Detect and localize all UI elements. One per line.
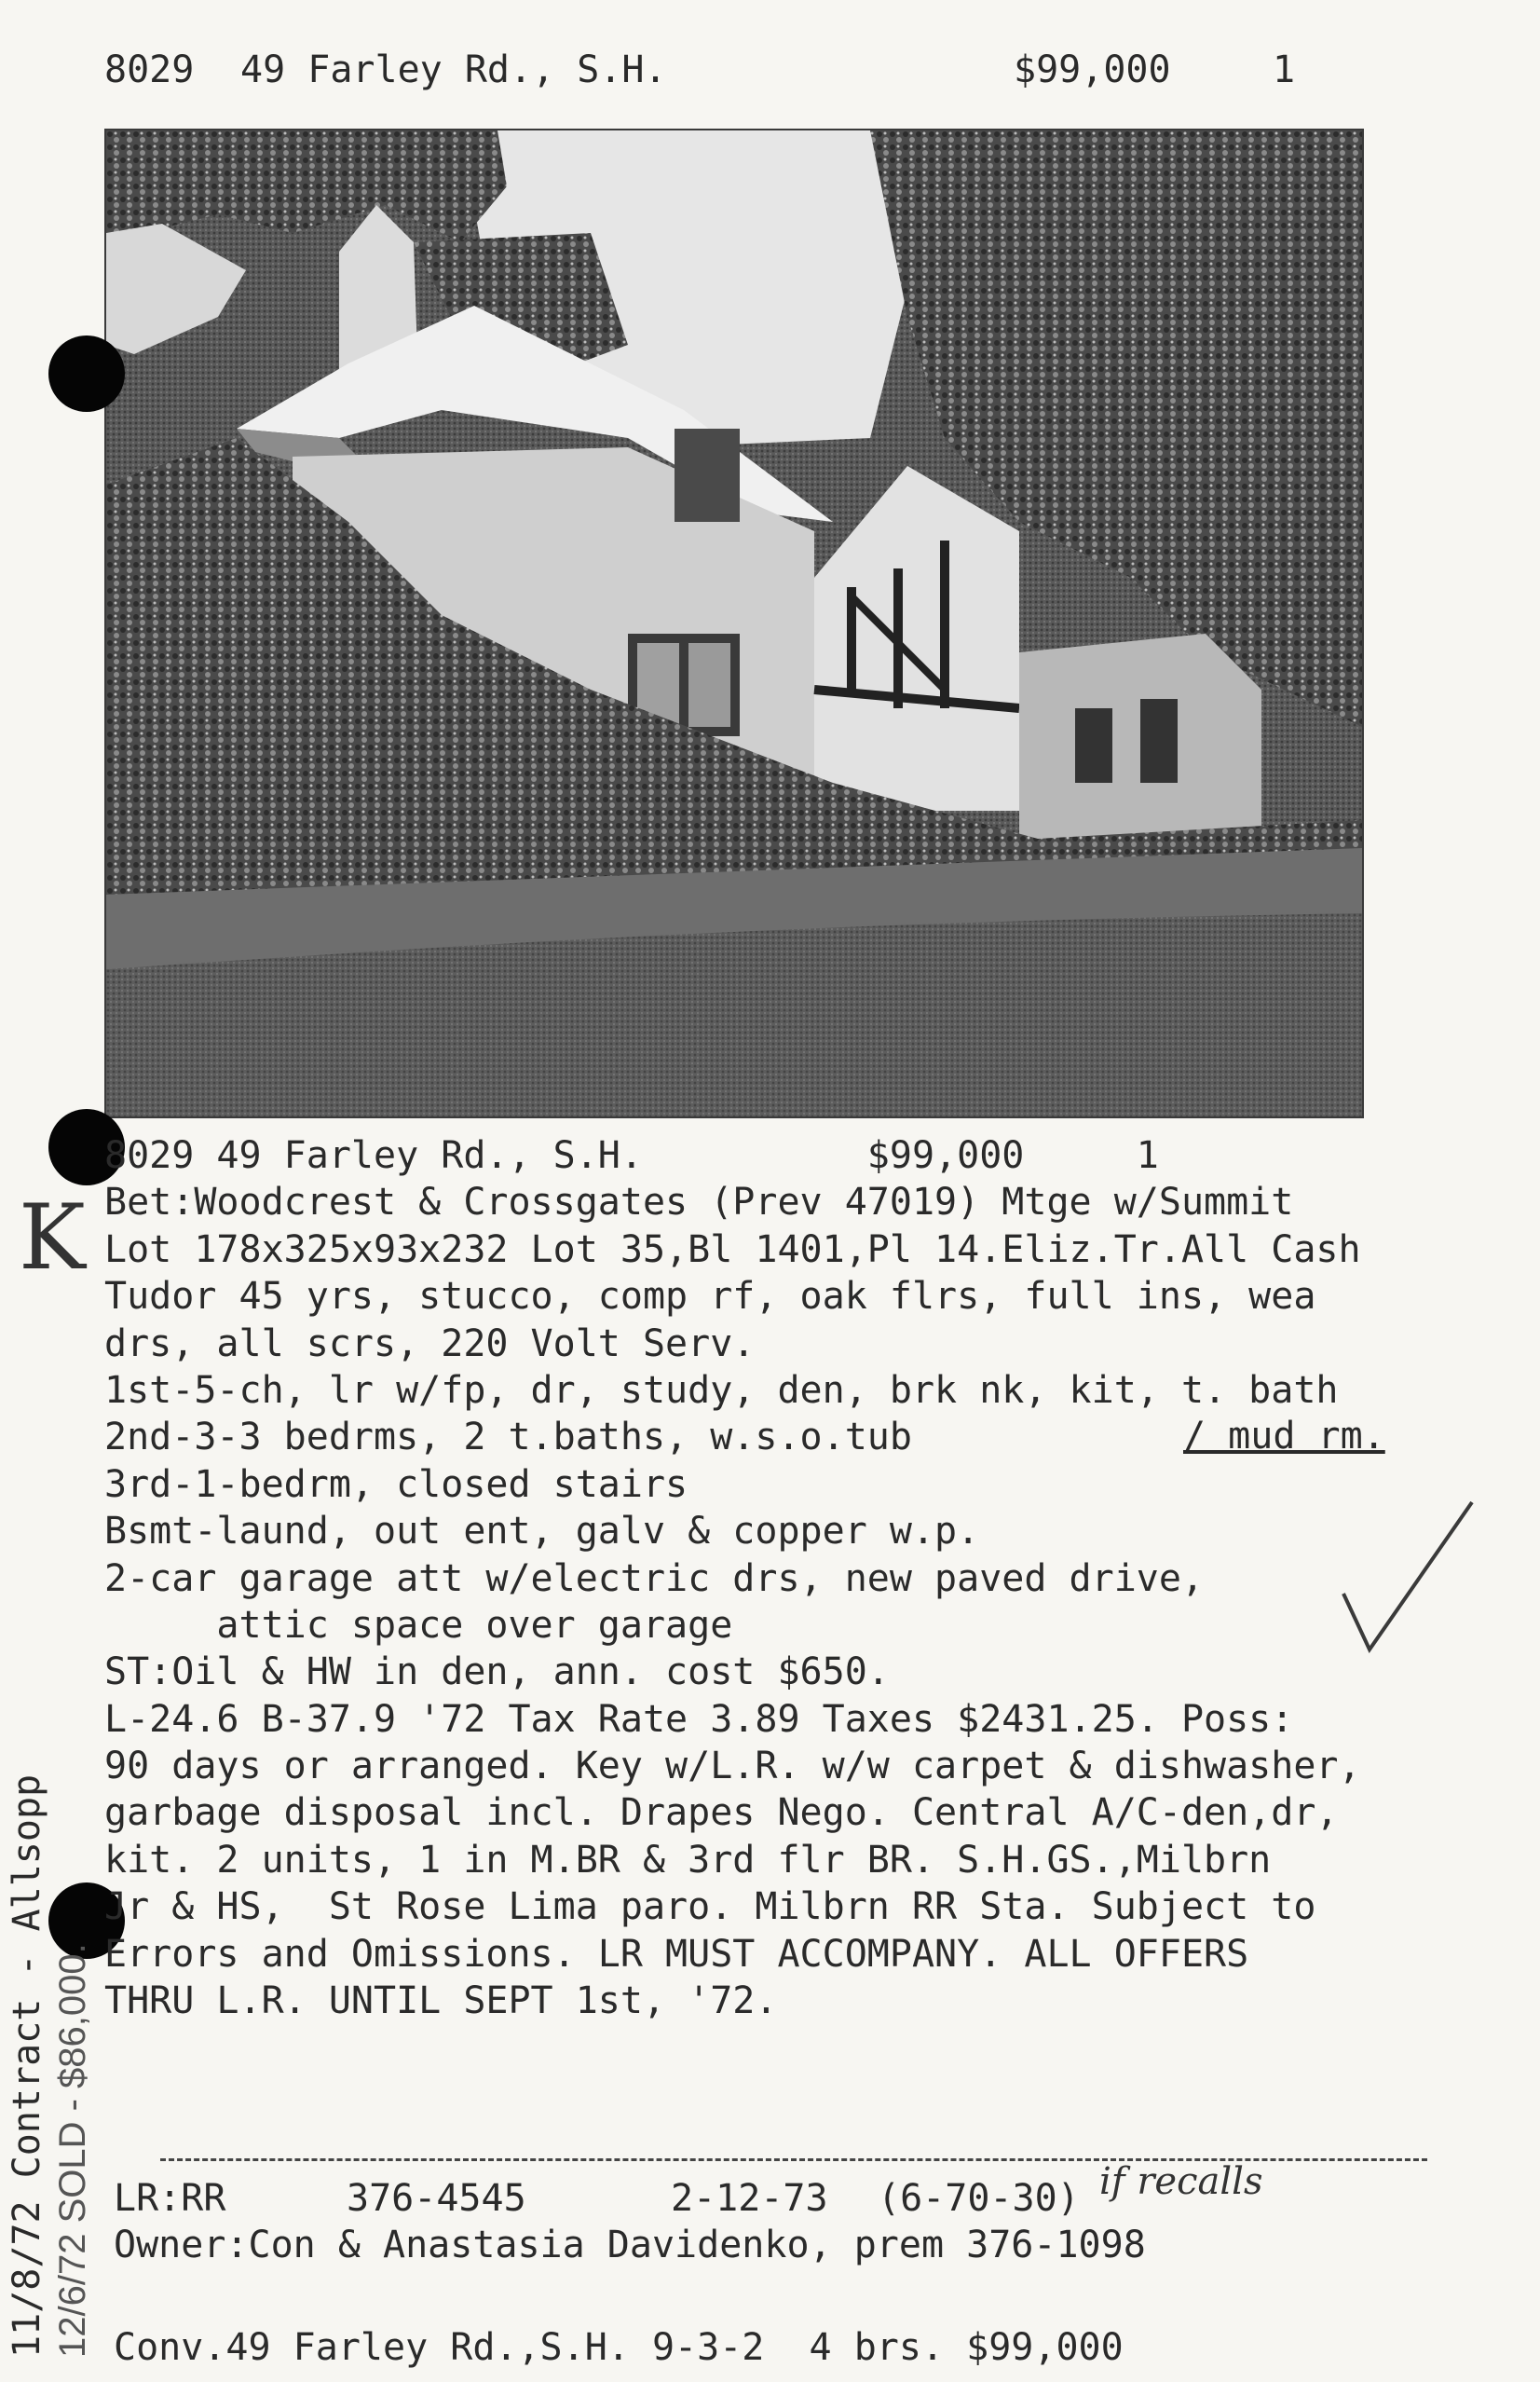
listing-line: L-24.6 B-37.9 '72 Tax Rate 3.89 Taxes $2431.25. Poss: (104, 1697, 1294, 1741)
listing-line: Lot 178x325x93x232 Lot 35,Bl 1401,Pl 14.Eliz.Tr.All Cash (104, 1227, 1361, 1271)
listing-line: kit. 2 units, 1 in M.BR & 3rd flr BR. S.H.GS.,Milbrn (104, 1838, 1272, 1882)
listing-line: Jr & HS, St Rose Lima paro. Milbrn RR Sta. Subject to (104, 1885, 1316, 1929)
listing-line: 2nd-3-3 bedrms, 2 t.baths, w.s.o.tub (104, 1416, 912, 1459)
listing-line: Tudor 45 yrs, stucco, comp rf, oak flrs, full ins, wea (104, 1275, 1316, 1319)
listing-line: attic space over garage (104, 1603, 733, 1647)
house-photo (104, 129, 1364, 1118)
lr-code: LR:RR (114, 2177, 226, 2220)
owner-line: Owner:Con & Anastasia Davidenko, prem 376-1098 (114, 2224, 1146, 2266)
listing-line: THRU L.R. UNTIL SEPT 1st, '72. (104, 1979, 778, 2023)
lr-phone: 376-4545 (347, 2177, 526, 2220)
summary-line: Conv.49 Farley Rd.,S.H. 9-3-2 4 brs. $99,000 (114, 2326, 1124, 2369)
page-number: 1 (1273, 48, 1296, 91)
handwritten-note: if recalls (1099, 2160, 1263, 2203)
contract-note: 11/8/72 Contract - Allsopp (6, 1773, 48, 2358)
mud-room-note: / mud rm. (1183, 1415, 1385, 1458)
listing-line: 1st-5-ch, lr w/fp, dr, study, den, brk nk, kit, t. bath (104, 1368, 1339, 1412)
punch-hole-top (48, 335, 125, 412)
listing-line: garbage disposal incl. Drapes Nego. Central A/C-den,dr, (104, 1791, 1339, 1835)
listing-price: $99,000 (1014, 48, 1171, 91)
listing-line: Errors and Omissions. LR MUST ACCOMPANY. ALL OFFERS (104, 1932, 1249, 1976)
listing-details (104, 1132, 1361, 2024)
listing-line: 8029 49 Farley Rd., S.H. $99,000 1 (104, 1134, 1159, 1177)
listing-code: (6-70-30) (878, 2177, 1080, 2220)
listing-line: 90 days or arranged. Key w/L.R. w/w carpet & dishwasher, (104, 1745, 1361, 1788)
handwritten-k: K (19, 1185, 86, 1290)
checkmark-icon (1332, 1491, 1481, 1659)
listing-line: drs, all scrs, 220 Volt Serv. (104, 1321, 756, 1365)
listing-line: 3rd-1-bedrm, closed stairs (104, 1462, 688, 1506)
listing-address: 49 Farley Rd., S.H. (240, 48, 667, 91)
sold-note: 12/6/72 SOLD - $86,000. (52, 1943, 93, 2358)
listing-line: Bsmt-laund, out ent, galv & copper w.p. (104, 1510, 980, 1554)
listing-line: ST:Oil & HW in den, ann. cost $650. (104, 1650, 890, 1694)
listing-number: 8029 (104, 48, 195, 91)
listing-date: 2-12-73 (671, 2177, 828, 2220)
listing-line: 2-car garage att w/electric drs, new paved drive, (104, 1556, 1205, 1600)
tudor-house-image (106, 130, 1362, 1116)
listing-line: Bet:Woodcrest & Crossgates (Prev 47019) Mtge w/Summit (104, 1181, 1294, 1225)
